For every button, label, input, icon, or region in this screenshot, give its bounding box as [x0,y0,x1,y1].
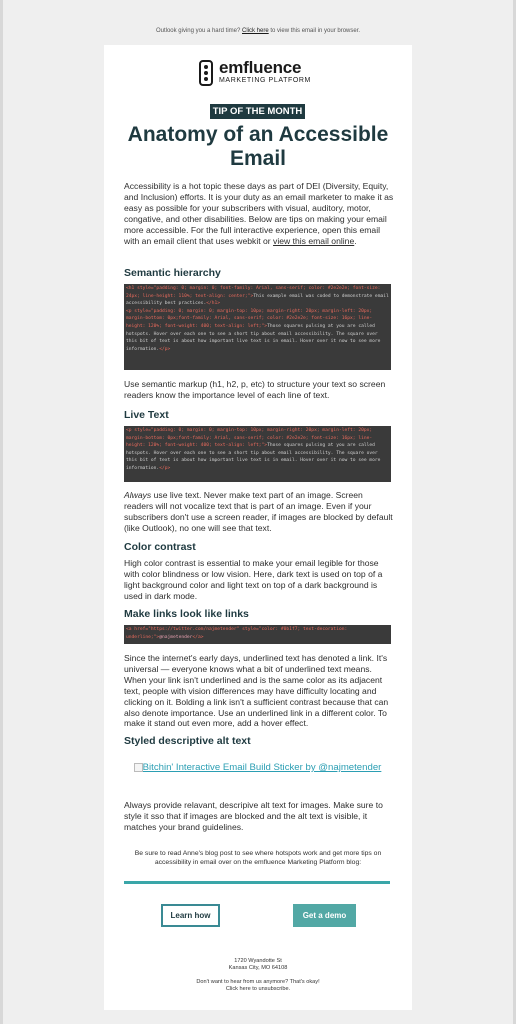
preheader-text: Outlook giving you a hard time? [155,28,241,34]
sticker-image-alt[interactable] [132,762,392,774]
code-close: </p> [159,346,171,352]
code-tag: <p style="padding: 0; margin: 0; margin-top: 10px; margin-right: 20px; margin-left: 20px; margin-bottom: 0px;font-family: Arial, sans-serif; color: #2e2e2e; font-size: 16px; line-height: 120%; font-weight: 400; text-align: left;"> [126,428,373,449]
blog-note: Be sure to read Anne's blog post to see where hotspots work and get more tips on accessibility in email over on the emfluence Marketing Platform blog: [134,850,382,866]
footer-unsubscribe [104,979,412,994]
code-block-semantic [124,284,391,370]
code-close: </h1> [206,301,221,307]
get-demo-button[interactable]: Get a demo [293,904,356,927]
code-text: This example email was coded to demonstrate email accessibility best practices. [126,293,389,307]
live-text-body: use live text. Never make text part of an image. Screen readers will not vocalize text that is part of an image. Even if your subscribers don't use a screen reader, if images are blocked by default (like Outlook), no one will see that text. [124,490,393,533]
code-text: @najmetender [159,634,193,640]
code-text: Those squares pulsing at you are called hotspots. Hover over each one to see a short tip about email accessibility. The square over this bit of text is about how important live text is in email. Hover over it now to see more information. [126,443,381,471]
broken-image-icon [134,763,143,772]
unsubscribe-note: Don't want to hear from us anymore? That's okay! [196,979,320,985]
heading-semantic: Semantic hierarchy [124,267,221,279]
view-in-browser-link[interactable]: Click here [242,28,269,34]
emfluence-logo[interactable] [199,58,319,88]
footer-address [104,958,412,973]
address-line-2: Kansas City, MO 64108 [228,965,288,972]
unsubscribe-link[interactable]: Click here to unsubscribe. [225,986,291,993]
page-title: Anatomy of an Accessible Email [127,123,389,170]
divider [124,881,390,884]
heading-color-contrast: Color contrast [124,541,196,553]
links-paragraph: Since the internet's early days, underlined text has denoted a link. It's universal — everyone knows what a bit of underlined text means. When your link isn't underlined and is the same color as its adjacent text, people with vision differences may have difficulty locating and clicking on it. Bolding a link isn't a sufficient contrast because that can also denote importance. Use an underlined link in a different color. To make it stand out even more, add a hover effect. [124,653,389,729]
logo-name: emfluence [219,58,302,77]
code-close: </p> [159,465,171,471]
code-close: </a> [192,634,204,640]
code-tag: <a href="https://twitter.com/najmetender" style="color: #0b1f7; text-decoration: underline;"> [126,627,348,640]
email-body [104,45,412,1010]
code-tag: <h1 style="padding: 0; margin: 0; font-family: Arial, sans-serif; color: #2e2e2e; font-size: 24px; line-height: 110%; text-align: center;"> [126,286,381,299]
heading-alt-text: Styled descriptive alt text [124,735,251,747]
code-block-live-text [124,426,391,482]
view-online-link[interactable]: view this email online [273,235,355,246]
intro-text: Accessibility is a hot topic these days as part of DEI (Diversity, Equity, and Inclusion) efforts. It is your duty as an email marketer to make it as easy as possible for your subscribers with visual, auditory, motor, congative, and other disabilities. Below are tips on making your email more accessible. For the full interactive experience, open this email with an email client that uses webkit or [124,181,394,246]
always-emphasis: Always [124,490,152,500]
contrast-paragraph: High color contrast is essential to make your email legible for those with color blindness or low vision. Here, dark text is used on top of a light background color and light text on top of a dark background is used in dark mode. [124,558,383,601]
tip-badge: TIP OF THE MONTH [210,104,305,119]
intro-paragraph [124,181,394,246]
image-alt-text: Bitchin' Interactive Email Build Sticker by @najmetender [142,762,382,773]
live-text-paragraph [124,490,394,534]
semantic-paragraph: Use semantic markup (h1, h2, p, etc) to structure your text so screen readers know the importance level of each line of text. [124,379,386,400]
alt-text-paragraph: Always provide relavant, descripive alt text for images. Make sure to style it sso that if images are blocked and the alt text is visible, it matches your brand guidelines. [124,800,383,832]
code-tag: <p style="padding: 0; margin: 0; margin-top: 10px; margin-right: 20px; margin-left: 20px; margin-bottom: 0px;font-family: Arial, sans-serif; color: #2e2e2e; font-size: 16px; line-height: 120%; font-weight: 400; text-align: left;"> [126,308,373,329]
logo-mark-icon [199,60,213,86]
intro-end: . [354,235,357,246]
heading-links: Make links look like links [124,608,249,620]
preheader [0,28,516,34]
code-text: Those squares pulsing at you are called hotspots. Hover over each one to see a short tip about email accessibility. The square over this bit of text is about how important live text is in email. Hover over it now to see more information. [126,323,381,352]
code-block-links [124,625,391,644]
preheader-suffix: to view this email in your browser. [270,28,361,34]
address-line-1: 1720 Wyandotte St [234,958,282,964]
learn-how-button[interactable]: Learn how [161,904,220,927]
logo-tagline: MARKETING PLATFORM [219,77,311,84]
heading-live-text: Live Text [124,409,169,421]
